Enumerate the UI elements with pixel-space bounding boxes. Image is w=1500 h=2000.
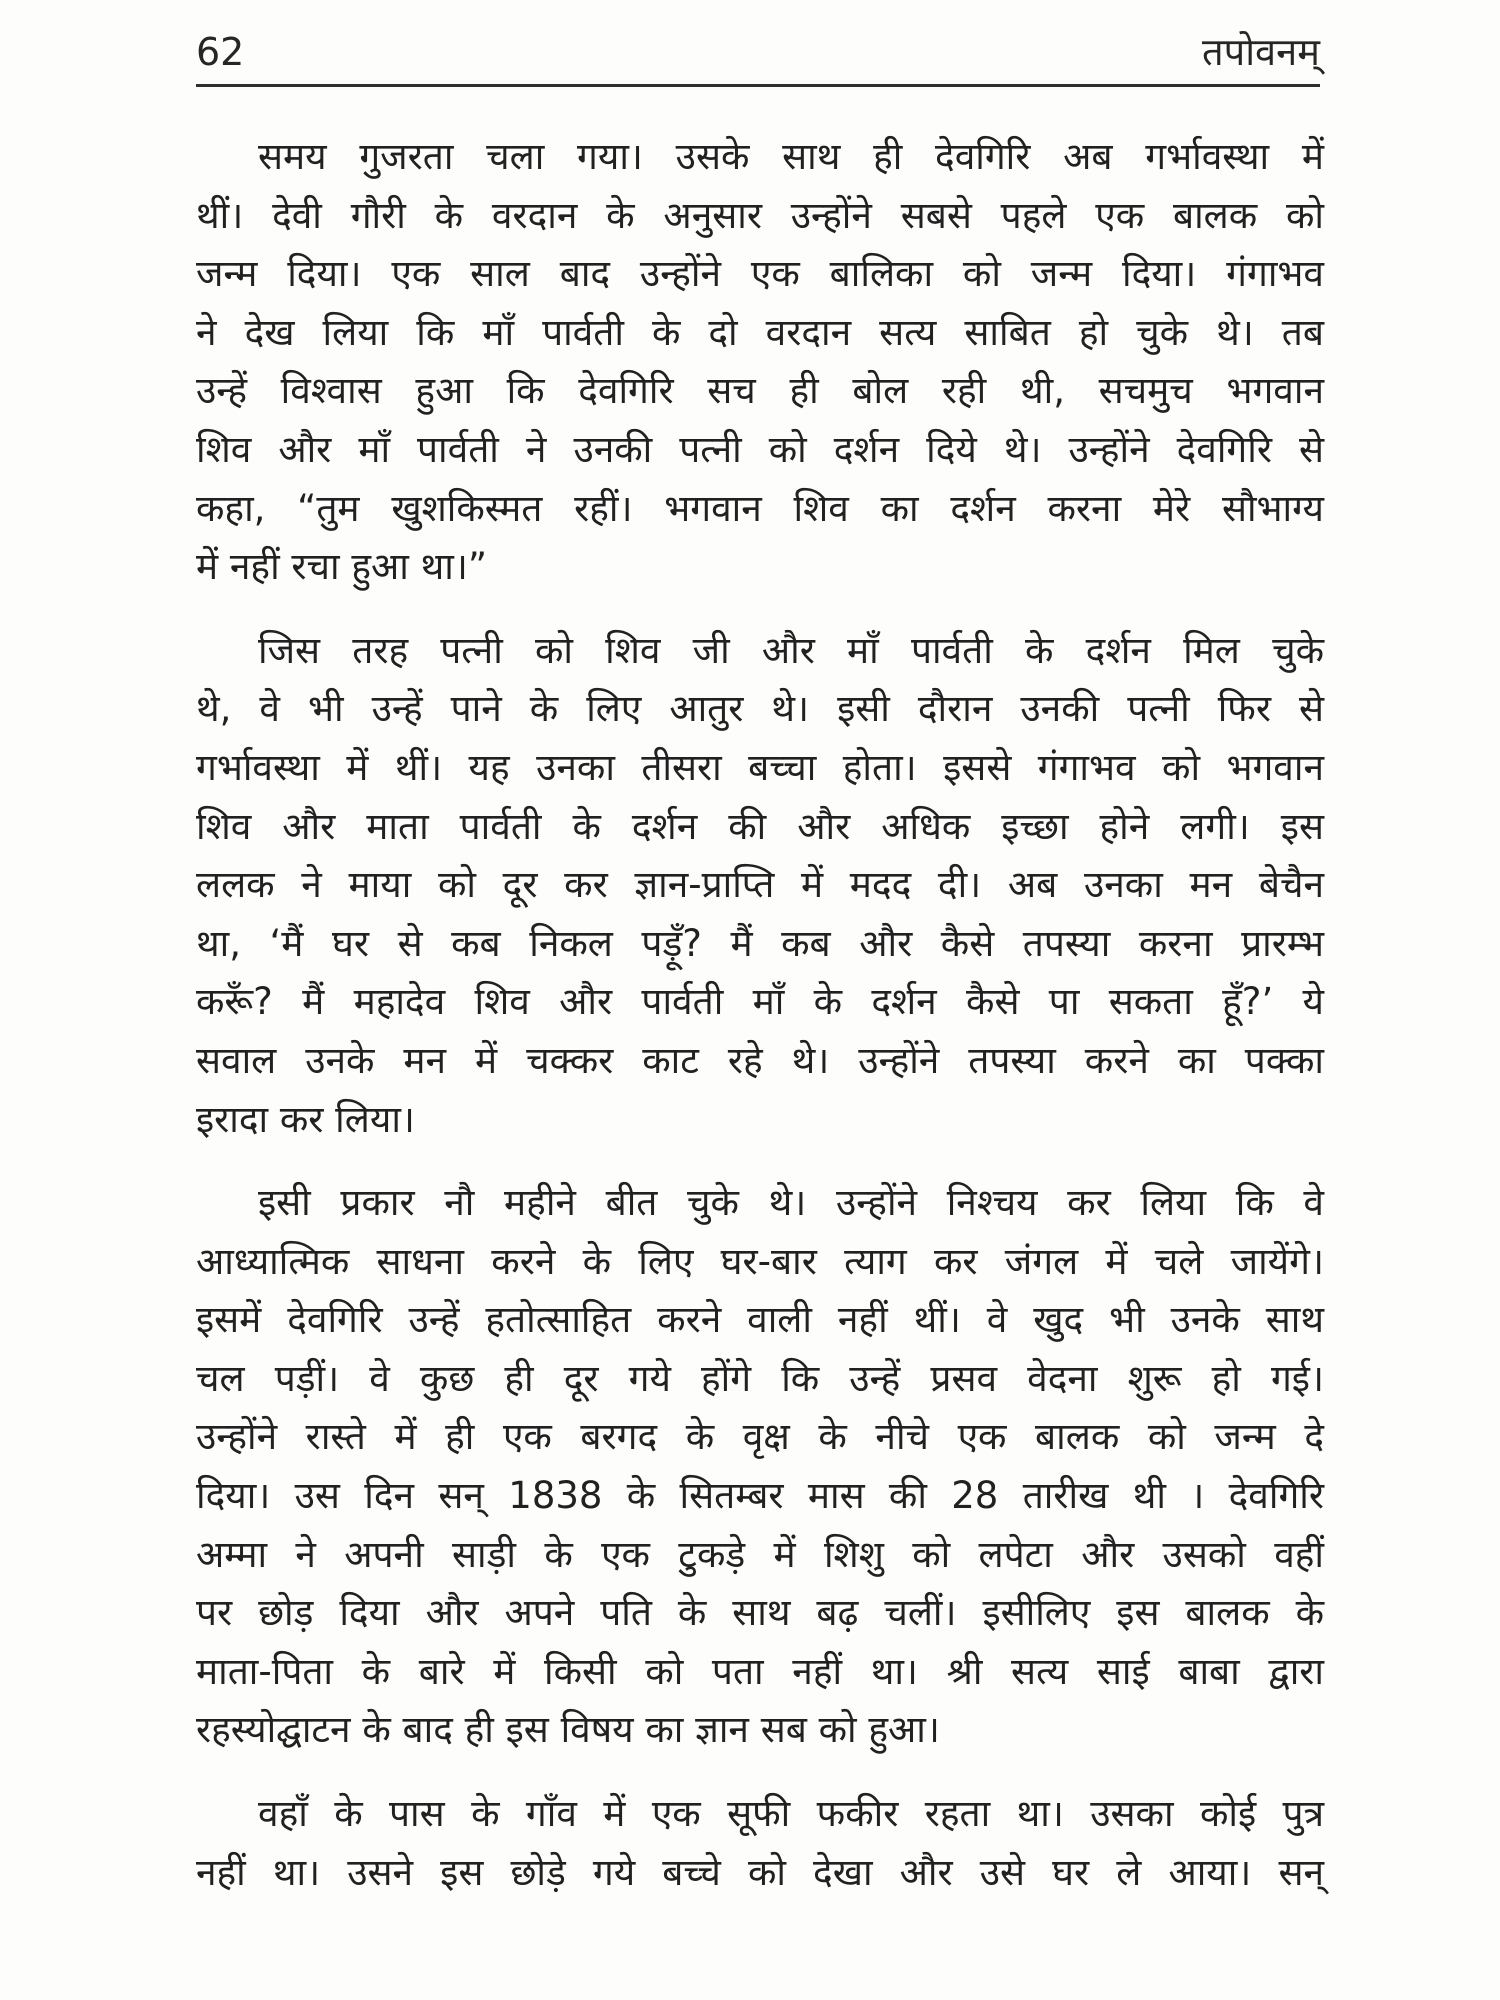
page-header xyxy=(196,28,1320,84)
text-line: गर्भावस्था में थीं। यह उनका तीसरा बच्चा होता। इससे गंगाभव को भगवान xyxy=(196,745,1324,789)
text-line: जन्म दिया। एक साल बाद उन्होंने एक बालिका को जन्म दिया। गंगाभव xyxy=(196,252,1324,296)
paragraph-4 xyxy=(196,1785,1324,1902)
running-head-title: तपोवनम् xyxy=(1201,30,1320,74)
text-line: था, ‘मैं घर से कब निकल पड़ूँ? मैं कब और कैसे तपस्या करना प्रारम्भ xyxy=(196,921,1324,965)
paragraph-2 xyxy=(196,622,1324,1149)
text-line: शिव और माता पार्वती के दर्शन की और अधिक इच्छा होने लगी। इस xyxy=(196,804,1324,848)
text-line: करूँ? मैं महादेव शिव और पार्वती माँ के दर्शन कैसे पा सकता हूँ?’ ये xyxy=(196,980,1324,1024)
text-line: उन्होंने रास्ते में ही एक बरगद के वृक्ष के नीचे एक बालक को जन्म दे xyxy=(196,1415,1324,1459)
text-line: सवाल उनके मन में चक्कर काट रहे थे। उन्होंने तपस्या करने का पक्का xyxy=(196,1038,1324,1082)
page-body xyxy=(196,128,1324,1927)
text-line: वहाँ के पास के गाँव में एक सूफी फकीर रहता था। उसका कोई पुत्र xyxy=(258,1792,1324,1836)
text-line: थे, वे भी उन्हें पाने के लिए आतुर थे। इसी दौरान उनकी पत्नी फिर से xyxy=(196,687,1324,731)
text-line: उन्हें विश्वास हुआ कि देवगिरि सच ही बोल रही थी, सचमुच भगवान xyxy=(196,369,1324,413)
text-line: कहा, “तुम खुशकिस्मत रहीं। भगवान शिव का दर्शन करना मेरे सौभाग्य xyxy=(196,486,1324,530)
text-line: नहीं था। उसने इस छोड़े गये बच्चे को देखा और उसे घर ले आया। सन् xyxy=(196,1850,1324,1894)
text-line: पर छोड़ दिया और अपने पति के साथ बढ़ चलीं। इसीलिए इस बालक के xyxy=(196,1591,1324,1635)
text-line: आध्यात्मिक साधना करने के लिए घर-बार त्याग कर जंगल में चले जायेंगे। xyxy=(196,1239,1324,1283)
paragraph-3 xyxy=(196,1174,1324,1760)
header-rule xyxy=(196,84,1320,87)
text-line: चल पड़ीं। वे कुछ ही दूर गये होंगे कि उन्हें प्रसव वेदना शुरू हो गई। xyxy=(196,1356,1324,1400)
paragraph-1 xyxy=(196,128,1324,597)
text-line: समय गुजरता चला गया। उसके साथ ही देवगिरि अब गर्भावस्था में xyxy=(258,135,1324,178)
text-line: शिव और माँ पार्वती ने उनकी पत्नी को दर्शन दिये थे। उन्होंने देवगिरि से xyxy=(196,427,1324,471)
text-line: माता-पिता के बारे में किसी को पता नहीं था। श्री सत्य साई बाबा द्वारा xyxy=(196,1649,1324,1693)
text-line: जिस तरह पत्नी को शिव जी और माँ पार्वती के दर्शन मिल चुके xyxy=(258,628,1324,672)
text-line: दिया। उस दिन सन् 1838 के सितम्बर मास की 28 तारीख थी । देवगिरि xyxy=(196,1474,1324,1518)
text-line: थीं। देवी गौरी के वरदान के अनुसार उन्होंने सबसे पहले एक बालक को xyxy=(196,193,1324,237)
text-line: इसी प्रकार नौ महीने बीत चुके थे। उन्होंने निश्चय कर लिया कि वे xyxy=(258,1181,1324,1225)
text-line: इरादा कर लिया। xyxy=(196,1097,415,1141)
text-line: ने देख लिया कि माँ पार्वती के दो वरदान सत्य साबित हो चुके थे। तब xyxy=(196,310,1324,354)
text-line: रहस्योद्घाटन के बाद ही इस विषय का ज्ञान सब को हुआ। xyxy=(196,1708,940,1752)
page-number: 62 xyxy=(196,30,245,74)
text-line: इसमें देवगिरि उन्हें हतोत्साहित करने वाली नहीं थीं। वे खुद भी उनके साथ xyxy=(196,1298,1324,1342)
text-line: ललक ने माया को दूर कर ज्ञान-प्राप्ति में मदद दी। अब उनका मन बेचैन xyxy=(196,863,1324,907)
text-line: अम्मा ने अपनी साड़ी के एक टुकड़े में शिशु को लपेटा और उसको वहीं xyxy=(196,1532,1324,1576)
text-line: में नहीं रचा हुआ था।” xyxy=(196,545,488,589)
